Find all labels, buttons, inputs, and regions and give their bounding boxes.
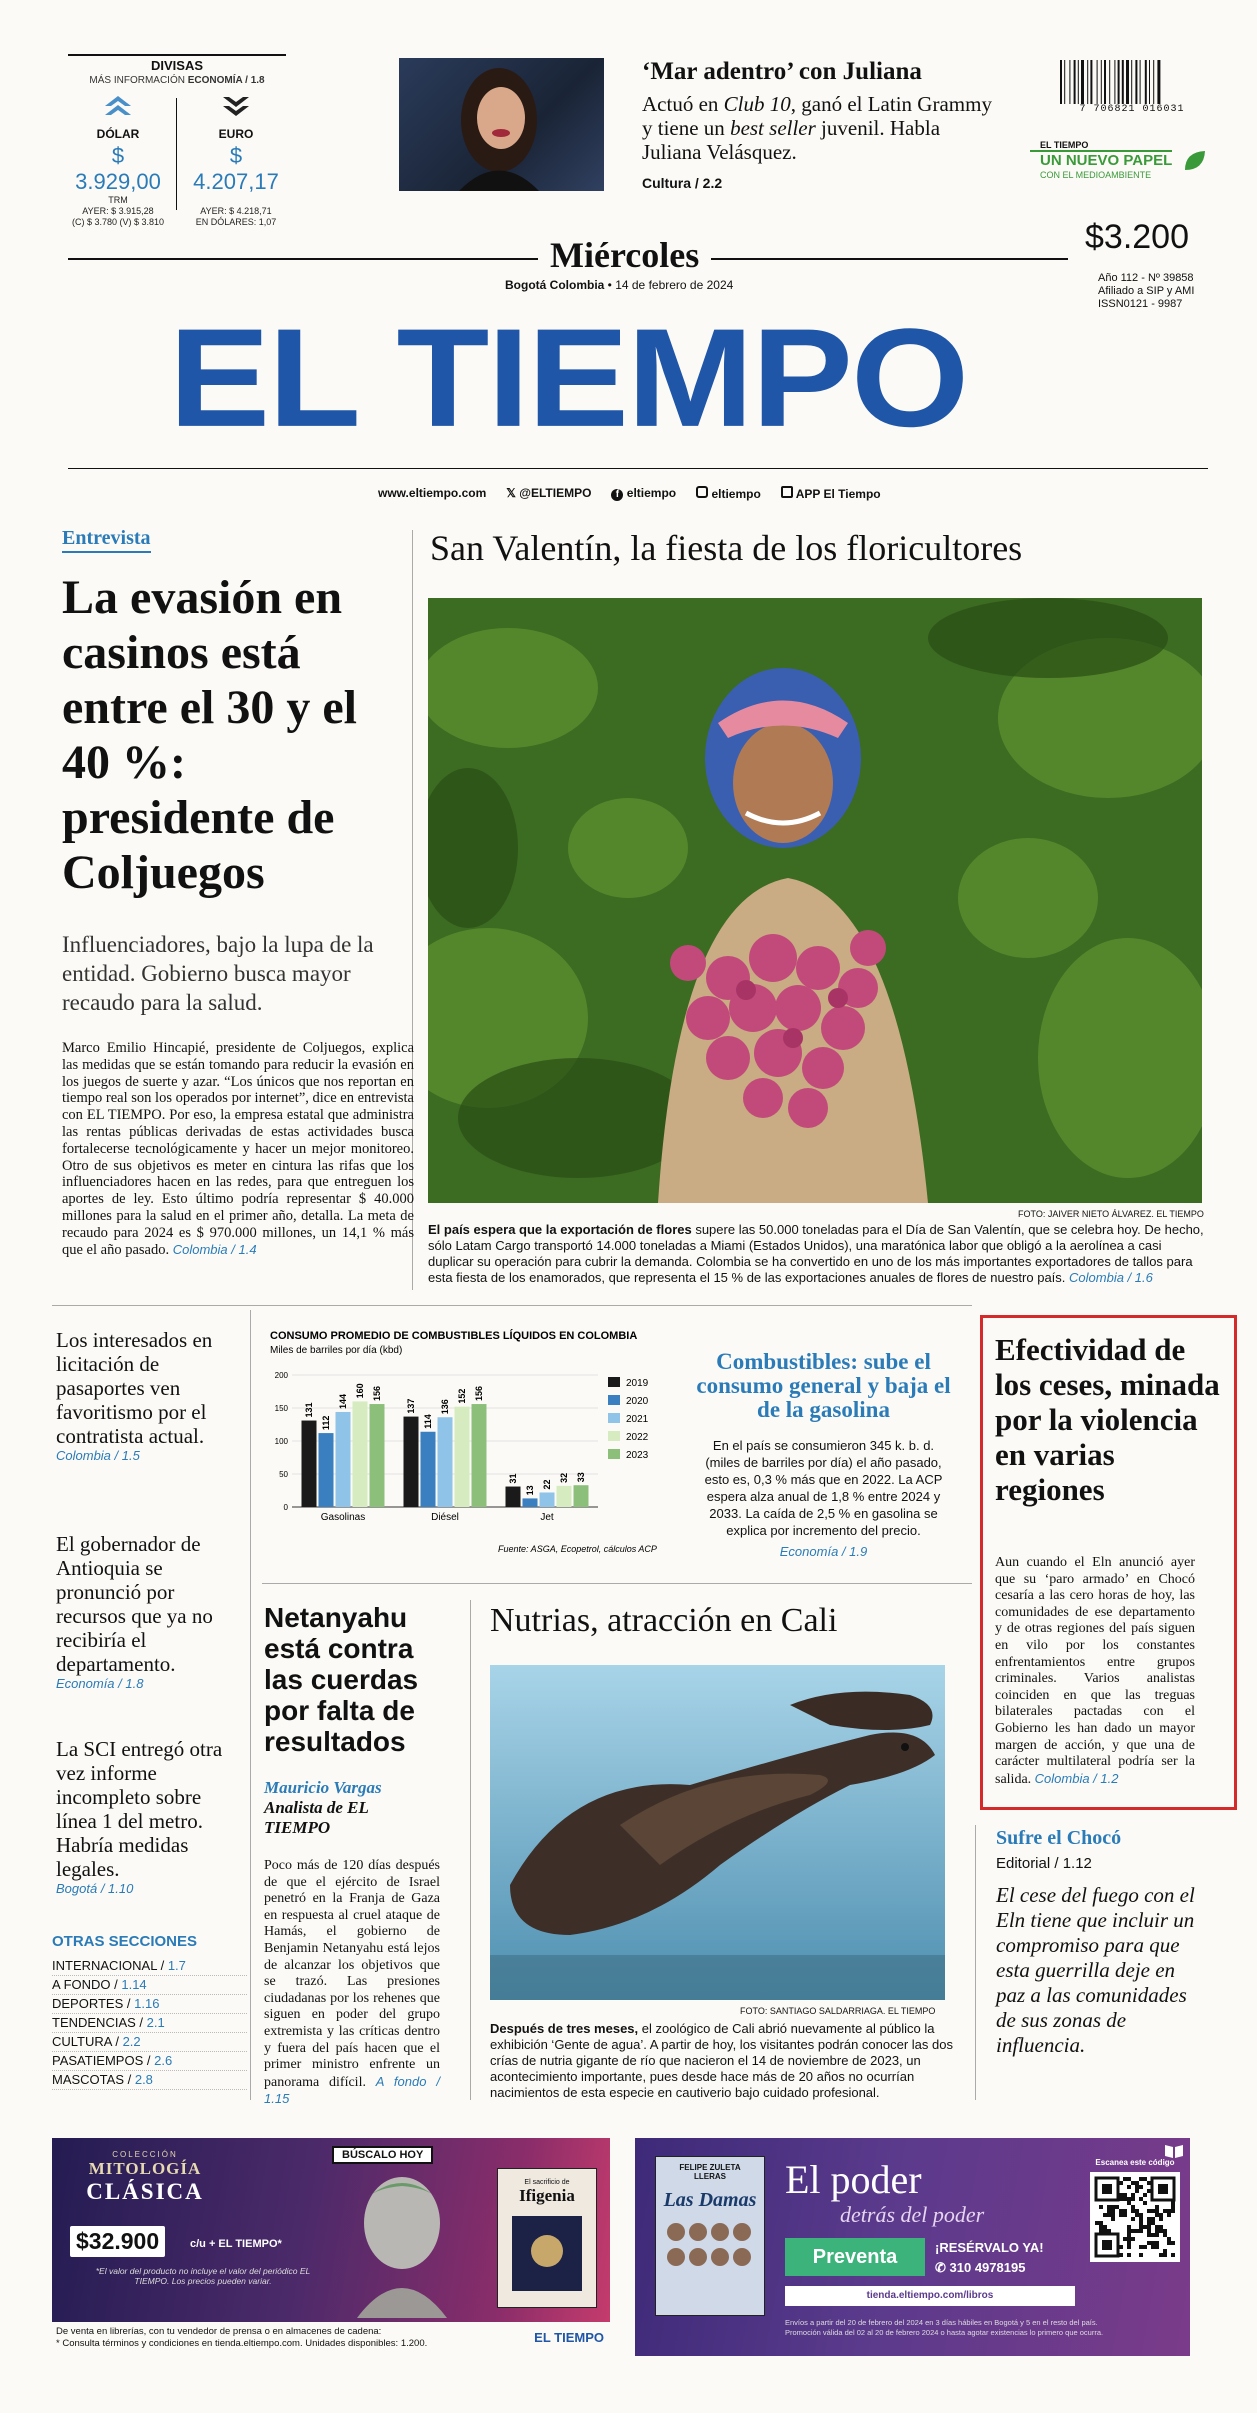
chart-bar	[472, 1404, 487, 1507]
netanyahu-body-text: Poco más de 120 días después de que el ejército de Israel penetró en la Franja de Gaza en respuesta al cruel ataque de Hamás, el gobierno de Benjamin Netanyahu está lejos de alcanzar los objetivos que se trazó. Las presiones ciudadanas por los rehenes que siguen en poder del grupo extremista y las críticas dentro y fuera del país hacen que el primer ministro enfrente un panorama difícil.	[264, 1858, 440, 2090]
other-section-separator: /	[156, 1958, 168, 1973]
netanyahu-role: Analista de EL TIEMPO	[264, 1798, 369, 1837]
netanyahu-ref[interactable]: A fondo / 1.15	[264, 2073, 440, 2107]
section-rule	[52, 1305, 972, 1306]
edition-issn: ISSN0121 - 9987	[1098, 298, 1183, 310]
nuevo-papel-main: UN NUEVO PAPEL	[1030, 150, 1172, 169]
juliana-section-ref[interactable]: Cultura / 2.2	[642, 175, 723, 191]
dolar-trm: TRM	[108, 195, 128, 205]
bar-value-label: 156	[372, 1386, 382, 1402]
legend-label: 2019	[626, 1378, 649, 1389]
y-tick-label: 200	[274, 1371, 288, 1380]
interview-body	[62, 1040, 414, 1258]
instagram-link[interactable]	[696, 486, 761, 501]
interview-body-text: Marco Emilio Hincapié, presidente de Coljuegos, explica las medidas que se están tomando para reducir la evasión en los juegos de suerte y azar. “Los únicos que nos reportan en tiempo real son los operados por internet”, dice en entrevista con EL TIEMPO. Por eso, la empresa estatal que administra las rentas públicas derivadas de estas actividades busca fortalecerse tecnológicamente y hacer un mejor monitoreo. Otro de sus objetivos es meter en cintura las rifas que los influenciadores hacen en las redes, para que entreguen los aportes de ley. Esto último podría representar $ 40.000 millones para la salud en el primer año, detalla. La meta de recaudo para 2024 es $ 970.000 millones, un 14,1 % más que el año pasado.	[62, 1040, 414, 1258]
juliana-photo[interactable]	[399, 58, 604, 191]
other-section-number: 1.7	[167, 1958, 186, 1973]
damas-author: FELIPE ZULETA LLERAS	[679, 2163, 741, 2181]
nutrias-photo-credit: FOTO: SANTIAGO SALDARRIAGA. EL TIEMPO	[740, 2006, 936, 2016]
mitologia-foot1: De venta en librerías, con tu vendedor de prensa o en almacenes de cadena:	[56, 2326, 382, 2337]
price: $3.200	[1085, 218, 1189, 256]
bar-value-label: 156	[474, 1386, 484, 1402]
other-section-item[interactable]	[52, 2052, 247, 2071]
facebook-handle: eltiempo	[626, 486, 677, 500]
x-handle: @ELTIEMPO	[519, 486, 592, 500]
dolar-box	[68, 94, 168, 228]
chart-bar	[438, 1417, 453, 1507]
other-section-separator: /	[110, 1977, 122, 1992]
statue-image	[317, 2168, 487, 2318]
x-link[interactable]	[506, 486, 591, 501]
interview-headline[interactable]: La evasión en casinos está entre el 30 y el 40 %: presidente de Coljuegos	[62, 571, 358, 899]
other-section-item[interactable]	[52, 1957, 247, 1976]
legend-label: 2023	[626, 1450, 649, 1461]
chart-bar	[540, 1492, 555, 1507]
legend-swatch	[608, 1413, 620, 1423]
book-small-title: El sacrificio de	[524, 2179, 570, 2186]
category-label: Jet	[540, 1512, 554, 1523]
valentin-photo-credit: FOTO: JAIVER NIETO ÁLVAREZ. EL TIEMPO	[1018, 1209, 1204, 1219]
euro-dolares: EN DÓLARES: 1,07	[195, 217, 277, 227]
brief-pasaportes[interactable]	[56, 1328, 236, 1463]
bar-value-label: 131	[304, 1402, 314, 1418]
dolar-value: $ 3.929,00	[75, 143, 161, 194]
chart-bar	[421, 1432, 436, 1507]
juliana-text-a: Actuó en	[642, 92, 724, 116]
mitologia-price-suffix: c/u + EL TIEMPO*	[190, 2238, 282, 2250]
el-poder-fine	[785, 2318, 1180, 2338]
bar-value-label: 112	[321, 1415, 331, 1431]
date-line: Bogotá Colombia • 14 de febrero de 2024	[505, 278, 734, 292]
dolar-cv: (C) $ 3.780 (V) $ 3.810	[71, 217, 165, 227]
website-link[interactable]: www.eltiempo.com	[378, 486, 487, 500]
interview-deck: Influenciadores, bajo la lupa de la entidad. Gobierno busca mayor recaudo para la salud.	[62, 932, 374, 1015]
legend-label: 2022	[626, 1432, 649, 1443]
flower-worker-photo[interactable]	[428, 598, 1202, 1203]
efectividad-headline[interactable]: Efectividad de los ceses, minada por la violencia en varias regiones	[995, 1332, 1220, 1507]
divisas-box	[68, 54, 286, 227]
bar-value-label: 33	[576, 1472, 586, 1483]
mitologia-coleccion: COLECCIÓN	[112, 2150, 178, 2159]
brief-ref[interactable]: Economía / 1.8	[56, 1676, 144, 1691]
divisas-title: DIVISAS	[68, 54, 286, 73]
nuevo-papel-badge	[1030, 140, 1208, 180]
preventa-button[interactable]: Preventa	[785, 2238, 925, 2276]
more-info-label: MÁS INFORMACIÓN	[89, 75, 185, 86]
x-icon: 𝕏	[506, 486, 520, 500]
facebook-icon: f	[611, 489, 623, 501]
lower-rule	[262, 1583, 972, 1584]
legend-swatch	[608, 1377, 620, 1387]
editorial-divider	[975, 1825, 976, 2100]
el-poder-title: El poder	[785, 2157, 922, 2202]
efectividad-body-text: Aun cuando el Eln anunció ayer que su ‘paro armado’ en Chocó cesaría a las cero horas de hoy, las comunidades de ese departamento y de otras regiones del país siguen en vilo por los constantes enfrentamientos entre grupos criminales. Varios analistas coinciden en que las treguas bilaterales pactadas con el Gobierno les han dado un mayor margen de acción, y que una de carácter multilateral podría ser la salida.	[995, 1555, 1195, 1787]
el-poder-fine1: Envíos a partir del 20 de febrero del 2024 en 3 días hábiles en Bogotá y 5 en el resto del país.	[785, 2318, 1098, 2327]
efectividad-body	[995, 1555, 1195, 1788]
bar-value-label: 13	[525, 1485, 535, 1496]
other-section-number: 2.8	[134, 2072, 153, 2087]
otters-photo[interactable]	[490, 1665, 945, 2000]
juliana-text-d: best seller	[730, 116, 816, 140]
bar-value-label: 114	[423, 1414, 433, 1429]
scan-label: Escanea este código	[1095, 2158, 1175, 2167]
bar-value-label: 31	[508, 1473, 518, 1484]
valentin-ref[interactable]: Colombia / 1.6	[1069, 1270, 1153, 1285]
valentin-caption-text: supere las 50.000 toneladas para el Día de San Valentín, que se celebra hoy. De hecho, sólo Latam Cargo transportó 14.000 toneladas a Miami (Estados Unidos), una maratónica labor que obligó a la aerolínea a casi duplicar su operación para cubrir la demanda. Colombia se ha convertido en uno de los más importantes exportadores de tallos para esta fiesta de los enamorados, que representa el 15 % de las exportaciones anuales de flores de nuestro país.	[428, 1222, 1204, 1285]
ifigenia-book	[497, 2168, 597, 2308]
book-cover-art	[498, 2206, 596, 2296]
combustibles-headline[interactable]: Combustibles: sube el consumo general y baja el de la gasolina	[696, 1349, 951, 1422]
choco-body: El cese del fuego con el Eln tiene que incluir un compromiso para que esta guerrilla deje en paz a las comunidades de sus zonas de influencia.	[996, 1883, 1195, 2057]
phone-icon: ✆	[935, 2260, 950, 2275]
mitologia-price-box	[70, 2226, 165, 2257]
edition-info	[1098, 272, 1194, 311]
mitologia-title2: CLÁSICA	[86, 2179, 204, 2204]
dolar-up-icon	[103, 94, 133, 120]
other-section-name: INTERNACIONAL	[52, 1958, 157, 1973]
netanyahu-body	[264, 1858, 440, 2109]
mitologia-footer	[52, 2322, 610, 2356]
chart-bar	[302, 1421, 317, 1507]
nuevo-papel-brand: EL TIEMPO	[1040, 140, 1089, 150]
dolar-label: DÓLAR	[96, 127, 140, 141]
chart-bar	[523, 1498, 538, 1507]
juliana-text	[642, 92, 1002, 164]
other-section-item[interactable]	[52, 2071, 247, 2090]
other-section-separator: /	[135, 2015, 147, 2030]
nutrias-caption	[490, 2021, 960, 2101]
qr-code[interactable]	[1090, 2172, 1180, 2262]
nuevo-papel-sub: CON EL MEDIOAMBIENTE	[1040, 170, 1152, 180]
euro-down-icon	[221, 94, 251, 120]
juliana-headline[interactable]: ‘Mar adentro’ con Juliana	[642, 58, 922, 85]
juliana-text-e: juvenil. Habla Juliana Velásquez.	[642, 116, 941, 164]
bar-value-label: 137	[406, 1398, 416, 1414]
other-section-number: 1.16	[134, 1996, 160, 2011]
category-label: Gasolinas	[320, 1512, 366, 1523]
social-bar	[378, 486, 881, 501]
instagram-icon	[696, 486, 708, 498]
other-section-item[interactable]	[52, 1976, 247, 1995]
dolar-ayer: AYER: $ 3.915,28	[82, 206, 154, 216]
buscalo-badge: BÚSCALO HOY	[332, 2146, 433, 2164]
app-link[interactable]	[781, 486, 881, 501]
el-poder-subtitle: detrás del poder	[840, 2202, 985, 2227]
juliana-text-b: Club 10	[723, 92, 791, 116]
choco-editorial-ref[interactable]: Editorial / 1.12	[996, 1855, 1092, 1872]
other-section-separator: /	[124, 2072, 135, 2087]
chart-bar	[353, 1401, 368, 1507]
mitologia-title1: MITOLOGÍA	[88, 2159, 202, 2178]
chart-bar	[574, 1485, 589, 1507]
masthead-logo[interactable]: EL TIEMPO	[168, 299, 968, 457]
chart-bar	[336, 1412, 351, 1507]
other-section-name: TENDENCIAS	[52, 2015, 136, 2030]
nutrias-caption-bold: Después de tres meses,	[490, 2021, 639, 2036]
other-section-item[interactable]	[52, 2033, 247, 2052]
mitologia-brand: EL TIEMPO	[534, 2330, 604, 2345]
nutrias-headline[interactable]: Nutrias, atracción en Cali	[490, 1602, 838, 1639]
other-section-separator: /	[111, 2034, 123, 2049]
euro-box	[186, 94, 286, 228]
brief-metro[interactable]	[56, 1737, 236, 1896]
phone-number: 310 4978195	[949, 2260, 1026, 2275]
book-title: Ifigenia	[519, 2186, 575, 2205]
chart-subtitle: Miles de barriles por día (kbd)	[270, 1345, 403, 1356]
combustibles-text: En el país se consumieron 345 k. b. d. (miles de barriles por día) el año pasado, esto es, 0,3 % más que en 2022. La ACP espera alza anual de 1,8 % entre 2024 y 2033. La caída de 2,5 % en gasolina se explica por incremento del precio.	[704, 1438, 943, 1538]
app-label: APP El Tiempo	[795, 487, 881, 501]
mitologia-foot2: * Consulta términos y condiciones en tienda.eltiempo.com. Unidades disponibles: 1.200.	[56, 2338, 428, 2349]
netanyahu-headline[interactable]: Netanyahu está contra las cuerdas por falta de resultados	[264, 1602, 419, 1757]
netanyahu-divider	[470, 1600, 471, 2100]
chart-bar	[455, 1407, 470, 1507]
facebook-link[interactable]	[611, 486, 676, 501]
other-section-name: MASCOTAS	[52, 2072, 124, 2087]
bar-value-label: 136	[440, 1399, 450, 1415]
instagram-handle: eltiempo	[711, 487, 761, 501]
damas-book	[655, 2156, 765, 2316]
nutrias-caption-text: el zoológico de Cali abrió nuevamente al público la exhibición ‘Gente de agua’. A partir de hoy, los visitantes podrán conocer las dos crías de nutria gigante de río que nacieron el 14 de noviembre de 2023, un acontecimiento importante, pues desde hace más de 20 años no ocurrían nacimientos de esta especie en cautiverio bajo cuidado profesional.	[490, 2021, 953, 2100]
chart-bar	[370, 1404, 385, 1507]
y-tick-label: 0	[283, 1503, 288, 1512]
other-section-name: CULTURA	[52, 2034, 112, 2049]
legend-swatch	[608, 1431, 620, 1441]
date-text: 14 de febrero de 2024	[615, 278, 734, 292]
euro-value: $ 4.207,17	[193, 143, 279, 194]
brief-text: El gobernador de Antioquia se pronunció por recursos que ya no recibiría el departamento.	[56, 1532, 213, 1676]
legend-swatch	[608, 1449, 620, 1459]
interview-ref[interactable]: Colombia / 1.4	[172, 1241, 257, 1257]
other-section-number: 2.2	[122, 2034, 141, 2049]
brief-ref[interactable]: Colombia / 1.5	[56, 1448, 140, 1463]
mitologia-price: $32.900	[76, 2228, 160, 2254]
divisas-divider	[176, 98, 177, 210]
phone-line	[935, 2260, 1025, 2276]
chart-source: Fuente: ASGA, Ecopetrol, cálculos ACP	[498, 1544, 657, 1554]
day-name: Miércoles	[538, 234, 711, 276]
interview-label[interactable]: Entrevista	[62, 527, 151, 553]
other-section-item[interactable]	[52, 2014, 247, 2033]
damas-portraits	[656, 2212, 764, 2292]
other-section-number: 2.6	[154, 2053, 173, 2068]
chart-bar	[319, 1433, 334, 1507]
bar-value-label: 22	[542, 1479, 552, 1490]
valentin-headline[interactable]: San Valentín, la fiesta de los floricultores	[430, 528, 1023, 568]
mitologia-fine: *El valor del producto no incluye el valor del periódico EL TIEMPO. Los precios pueden variar.	[95, 2266, 311, 2286]
euro-label: EURO	[218, 127, 254, 141]
el-poder-ad[interactable]	[635, 2138, 1190, 2356]
barcode	[1058, 60, 1206, 104]
tienda-url[interactable]: tienda.eltiempo.com/libros	[785, 2286, 1075, 2306]
other-sections-title: OTRAS SECCIONES	[52, 1933, 198, 1950]
legend-swatch	[608, 1395, 620, 1405]
divisas-more-info	[68, 75, 286, 86]
brief-antioquia[interactable]	[56, 1532, 236, 1691]
bar-value-label: 160	[355, 1383, 365, 1399]
brief-ref[interactable]: Bogotá / 1.10	[56, 1881, 134, 1896]
mitologia-title-block	[70, 2150, 220, 2205]
reservalo-label: ¡RESÉRVALO YA!	[935, 2240, 1044, 2255]
bar-value-label: 144	[338, 1393, 348, 1409]
other-section-name: DEPORTES	[52, 1996, 124, 2011]
brief-text: La SCI entregó otra vez informe incompleto sobre línea 1 del metro. Habría medidas legales.	[56, 1737, 223, 1881]
y-tick-label: 150	[274, 1404, 288, 1413]
valentin-caption-bold: El país espera que la exportación de flores	[428, 1222, 692, 1237]
barcode-number: 7 706821 016031	[1079, 104, 1185, 115]
valentin-caption	[428, 1222, 1208, 1286]
other-section-separator: /	[143, 2053, 155, 2068]
book-icon	[1163, 2142, 1185, 2160]
efectividad-ref[interactable]: Colombia / 1.2	[1034, 1770, 1119, 1786]
chart-title: CONSUMO PROMEDIO DE COMBUSTIBLES LÍQUIDOS EN COLOMBIA	[270, 1330, 638, 1342]
damas-title: Las Damas	[663, 2189, 757, 2211]
masthead-rule	[68, 468, 1208, 469]
chart-bar	[557, 1486, 572, 1507]
legend-label: 2020	[626, 1396, 649, 1407]
briefs-divider	[250, 1310, 251, 2100]
more-info-ref[interactable]: ECONOMÍA / 1.8	[187, 75, 265, 86]
other-section-number: 2.1	[146, 2015, 165, 2030]
other-sections-list	[52, 1957, 247, 2090]
category-label: Diésel	[431, 1512, 459, 1523]
euro-ayer: AYER: $ 4.218,71	[200, 206, 272, 216]
choco-headline[interactable]: Sufre el Chocó	[996, 1827, 1122, 1849]
edition-affiliation: Afiliado a SIP y AMI	[1098, 285, 1195, 297]
combustibles-ref[interactable]: Economía / 1.9	[779, 1544, 868, 1559]
brief-text: Los interesados en licitación de pasaportes ven favoritismo por el contratista actual.	[56, 1328, 213, 1448]
other-section-number: 1.14	[121, 1977, 147, 1992]
fuel-chart	[262, 1327, 662, 1567]
bar-value-label: 152	[457, 1388, 467, 1404]
el-poder-fine2: Promoción válida del 02 al 20 de febrero 2024 o hasta agotar existencias lo primero que ocurra.	[785, 2328, 1104, 2337]
juliana-text-c: , ganó el Latin Grammy y tiene un	[642, 92, 992, 140]
bar-value-label: 32	[559, 1472, 569, 1483]
edition-number: Año 112 - Nº 39858	[1098, 272, 1194, 284]
other-section-name: A FONDO	[52, 1977, 111, 1992]
legend-label: 2021	[626, 1414, 649, 1425]
leaf-icon	[1182, 148, 1208, 174]
y-tick-label: 100	[274, 1437, 288, 1446]
other-section-name: PASATIEMPOS	[52, 2053, 144, 2068]
chart-bar	[404, 1417, 419, 1507]
chart-bar	[506, 1487, 521, 1507]
other-section-item[interactable]	[52, 1995, 247, 2014]
other-section-separator: /	[123, 1996, 135, 2011]
app-icon	[781, 486, 793, 498]
y-tick-label: 50	[279, 1470, 288, 1479]
netanyahu-author: Mauricio Vargas	[264, 1778, 382, 1797]
date-city: Bogotá Colombia	[505, 278, 605, 292]
